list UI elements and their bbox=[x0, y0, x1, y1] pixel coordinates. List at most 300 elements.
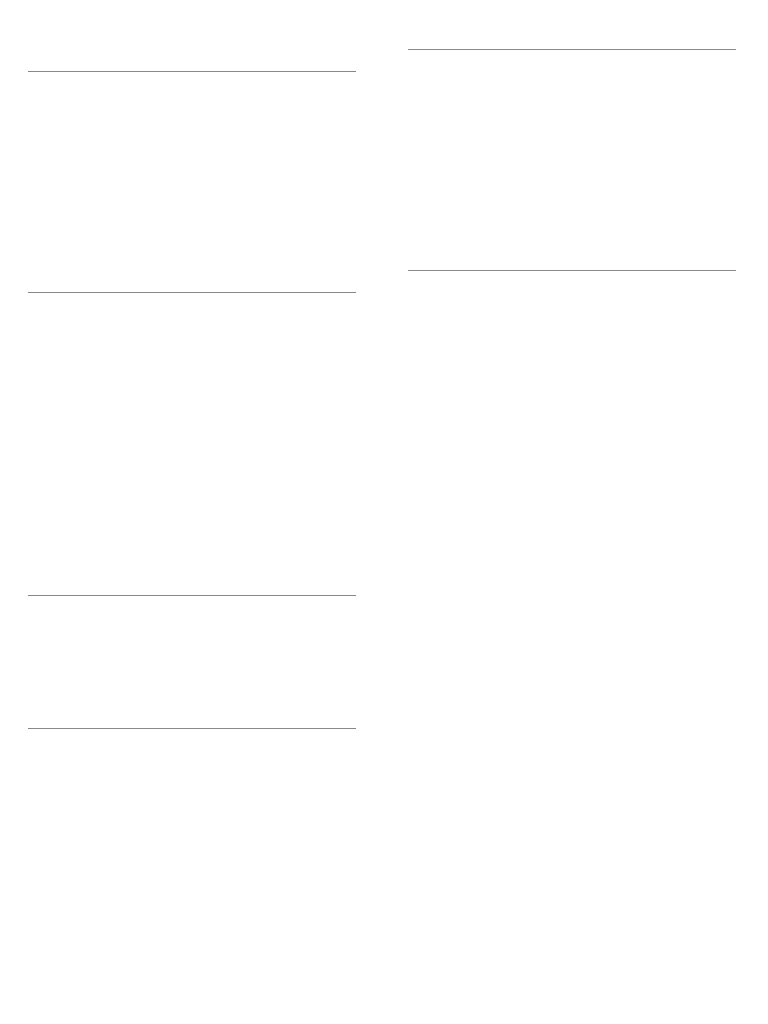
entry-page bbox=[695, 68, 736, 77]
entry-page bbox=[315, 372, 356, 381]
table-row bbox=[28, 631, 356, 640]
entry-issue bbox=[477, 429, 512, 438]
entry-year bbox=[66, 791, 98, 800]
entry-issue bbox=[477, 200, 512, 209]
entry-topic bbox=[132, 764, 315, 773]
entry-issue bbox=[477, 68, 512, 77]
entry-page bbox=[315, 142, 356, 151]
entry-year bbox=[446, 429, 478, 438]
entry-issue bbox=[97, 186, 132, 195]
entry-page bbox=[315, 791, 356, 800]
entry-year bbox=[446, 420, 478, 429]
entry-year bbox=[66, 710, 98, 719]
entry-page bbox=[315, 719, 356, 728]
col-page bbox=[695, 38, 736, 50]
entry-topic bbox=[132, 195, 315, 204]
entry-number bbox=[28, 319, 66, 328]
entry-number bbox=[28, 993, 66, 1002]
table-row bbox=[28, 363, 356, 372]
entry-topic bbox=[132, 72, 315, 81]
entry-year bbox=[66, 328, 98, 337]
entry-year bbox=[446, 306, 478, 315]
entry-topic bbox=[512, 156, 695, 165]
entry-year bbox=[66, 905, 98, 914]
entry-page bbox=[315, 116, 356, 125]
entry-issue bbox=[477, 76, 512, 85]
entry-number bbox=[28, 186, 66, 195]
entry-year bbox=[66, 302, 98, 311]
table-row bbox=[408, 200, 736, 209]
entry-year bbox=[66, 755, 98, 764]
entry-year bbox=[66, 90, 98, 99]
table-row bbox=[408, 235, 736, 244]
entry-page bbox=[315, 958, 356, 967]
table-row bbox=[28, 169, 356, 178]
entry-page bbox=[315, 993, 356, 1002]
entry-issue bbox=[97, 710, 132, 719]
entry-year bbox=[66, 319, 98, 328]
table-row bbox=[408, 403, 736, 412]
entry-page bbox=[315, 738, 356, 747]
table-row bbox=[408, 438, 736, 447]
table-row bbox=[408, 350, 736, 359]
entry-number bbox=[408, 491, 446, 500]
entry-number bbox=[28, 622, 66, 631]
index-rows bbox=[408, 50, 736, 518]
entry-issue bbox=[97, 922, 132, 931]
entry-number bbox=[28, 843, 66, 852]
entry-number bbox=[408, 324, 446, 333]
table-row bbox=[408, 420, 736, 429]
table-row bbox=[28, 719, 356, 728]
entry-page bbox=[315, 984, 356, 993]
entry-issue bbox=[97, 178, 132, 187]
entry-number bbox=[28, 738, 66, 747]
entry-topic bbox=[132, 843, 315, 852]
entry-issue bbox=[97, 755, 132, 764]
entry-number bbox=[408, 182, 446, 191]
table-row bbox=[28, 72, 356, 81]
entry-number bbox=[408, 261, 446, 270]
entry-topic bbox=[132, 381, 315, 390]
entry-number bbox=[408, 156, 446, 165]
entry-number bbox=[28, 195, 66, 204]
entry-topic bbox=[132, 248, 315, 257]
entry-topic bbox=[132, 372, 315, 381]
entry-number bbox=[408, 235, 446, 244]
col-year bbox=[66, 584, 98, 596]
table-row bbox=[28, 808, 356, 817]
entry-topic bbox=[132, 151, 315, 160]
entry-page bbox=[315, 390, 356, 399]
entry-year bbox=[66, 817, 98, 826]
entry-topic bbox=[132, 966, 315, 975]
entry-page bbox=[315, 186, 356, 195]
entry-topic bbox=[132, 640, 315, 649]
entry-issue bbox=[97, 107, 132, 116]
table-row bbox=[408, 208, 736, 217]
entry-issue bbox=[97, 195, 132, 204]
entry-year bbox=[66, 1010, 98, 1019]
entry-number bbox=[408, 244, 446, 253]
entry-topic bbox=[512, 376, 695, 385]
entry-topic bbox=[132, 808, 315, 817]
entry-issue bbox=[97, 640, 132, 649]
entry-year bbox=[446, 412, 478, 421]
entry-year bbox=[446, 500, 478, 509]
entry-year bbox=[66, 861, 98, 870]
table-row bbox=[28, 984, 356, 993]
entry-page bbox=[315, 799, 356, 808]
entry-number bbox=[28, 719, 66, 728]
entry-issue bbox=[97, 311, 132, 320]
entry-year bbox=[66, 283, 98, 292]
entry-page bbox=[695, 191, 736, 200]
entry-issue bbox=[97, 914, 132, 923]
entry-topic bbox=[132, 1010, 315, 1019]
entry-page bbox=[695, 252, 736, 261]
entry-page bbox=[315, 975, 356, 984]
entry-page bbox=[315, 922, 356, 931]
entry-issue bbox=[97, 596, 132, 605]
entry-topic bbox=[132, 817, 315, 826]
entry-topic bbox=[512, 217, 695, 226]
entry-number bbox=[408, 252, 446, 261]
entry-issue bbox=[97, 98, 132, 107]
entry-year bbox=[66, 204, 98, 213]
entry-issue bbox=[477, 324, 512, 333]
entry-issue bbox=[97, 390, 132, 399]
entry-year bbox=[66, 702, 98, 711]
entry-page bbox=[315, 425, 356, 434]
table-row bbox=[408, 138, 736, 147]
entry-number bbox=[28, 337, 66, 346]
entry-number bbox=[408, 482, 446, 491]
entry-topic bbox=[512, 59, 695, 68]
table-row bbox=[28, 693, 356, 702]
table-row bbox=[28, 905, 356, 914]
entry-number bbox=[28, 125, 66, 134]
table-row bbox=[28, 852, 356, 861]
entry-issue bbox=[477, 508, 512, 517]
entry-year bbox=[66, 649, 98, 658]
table-row bbox=[408, 147, 736, 156]
entry-issue bbox=[477, 341, 512, 350]
entry-year bbox=[66, 107, 98, 116]
table-row bbox=[28, 178, 356, 187]
entry-page bbox=[695, 456, 736, 465]
table-row bbox=[28, 791, 356, 800]
entry-number bbox=[28, 355, 66, 364]
entry-page bbox=[315, 337, 356, 346]
entry-year bbox=[446, 368, 478, 377]
entry-page bbox=[315, 248, 356, 257]
entry-year bbox=[66, 940, 98, 949]
entry-topic bbox=[132, 702, 315, 711]
entry-issue bbox=[477, 359, 512, 368]
col-topic bbox=[132, 60, 315, 72]
table-row bbox=[28, 1010, 356, 1019]
table-row bbox=[28, 311, 356, 320]
entry-year bbox=[446, 482, 478, 491]
entry-number bbox=[408, 94, 446, 103]
entry-issue bbox=[97, 887, 132, 896]
table-row bbox=[28, 90, 356, 99]
entry-number bbox=[28, 151, 66, 160]
entry-topic bbox=[512, 261, 695, 270]
entry-year bbox=[66, 984, 98, 993]
entry-page bbox=[315, 283, 356, 292]
table-row bbox=[28, 274, 356, 283]
table-row bbox=[408, 94, 736, 103]
entry-year bbox=[446, 94, 478, 103]
entry-year bbox=[446, 394, 478, 403]
entry-year bbox=[66, 142, 98, 151]
col-number bbox=[28, 60, 66, 72]
entry-year bbox=[66, 993, 98, 1002]
entry-topic bbox=[132, 614, 315, 623]
entry-number bbox=[408, 50, 446, 59]
entry-year bbox=[446, 59, 478, 68]
entry-number bbox=[28, 178, 66, 187]
entry-topic bbox=[132, 905, 315, 914]
entry-issue bbox=[477, 103, 512, 112]
entry-issue bbox=[477, 244, 512, 253]
entry-topic bbox=[132, 302, 315, 311]
entry-year bbox=[446, 182, 478, 191]
entry-year bbox=[66, 896, 98, 905]
entry-number bbox=[28, 905, 66, 914]
entry-topic bbox=[512, 456, 695, 465]
index-table bbox=[408, 38, 736, 517]
entry-year bbox=[66, 966, 98, 975]
entry-number bbox=[28, 852, 66, 861]
table-row bbox=[28, 966, 356, 975]
entry-page bbox=[315, 355, 356, 364]
entry-issue bbox=[97, 949, 132, 958]
entry-topic bbox=[132, 896, 315, 905]
entry-year bbox=[66, 684, 98, 693]
entry-page bbox=[695, 244, 736, 253]
table-row bbox=[28, 346, 356, 355]
entry-issue bbox=[97, 230, 132, 239]
table-row bbox=[28, 826, 356, 835]
entry-number bbox=[408, 138, 446, 147]
table-row bbox=[408, 324, 736, 333]
entry-year bbox=[66, 773, 98, 782]
entry-number bbox=[28, 896, 66, 905]
entry-issue bbox=[97, 773, 132, 782]
entry-year bbox=[66, 640, 98, 649]
table-row bbox=[28, 328, 356, 337]
entry-number bbox=[28, 204, 66, 213]
entry-number bbox=[408, 429, 446, 438]
entry-topic bbox=[512, 464, 695, 473]
entry-page bbox=[315, 328, 356, 337]
entry-issue bbox=[477, 368, 512, 377]
entry-topic bbox=[132, 266, 315, 275]
entry-topic bbox=[132, 160, 315, 169]
entry-page bbox=[315, 693, 356, 702]
entry-topic bbox=[512, 403, 695, 412]
entry-number bbox=[28, 975, 66, 984]
table-row bbox=[28, 257, 356, 266]
entry-page bbox=[315, 826, 356, 835]
entry-year bbox=[66, 675, 98, 684]
table-row bbox=[408, 156, 736, 165]
entry-year bbox=[446, 438, 478, 447]
table-row bbox=[408, 385, 736, 394]
entry-number bbox=[28, 649, 66, 658]
entry-page bbox=[315, 398, 356, 407]
table-row bbox=[28, 835, 356, 844]
entry-topic bbox=[132, 239, 315, 248]
entry-topic bbox=[512, 244, 695, 253]
table-row bbox=[408, 280, 736, 289]
entry-number bbox=[28, 107, 66, 116]
entry-year bbox=[66, 596, 98, 605]
entry-topic bbox=[512, 359, 695, 368]
table-row bbox=[408, 120, 736, 129]
table-row bbox=[28, 204, 356, 213]
entry-year bbox=[446, 235, 478, 244]
entry-number bbox=[28, 274, 66, 283]
entry-topic bbox=[132, 328, 315, 337]
entry-issue bbox=[97, 702, 132, 711]
entry-number bbox=[408, 226, 446, 235]
entry-issue bbox=[477, 403, 512, 412]
entry-issue bbox=[477, 350, 512, 359]
entry-page bbox=[315, 835, 356, 844]
entry-page bbox=[315, 195, 356, 204]
entry-year bbox=[66, 799, 98, 808]
entry-number bbox=[28, 407, 66, 416]
entry-issue bbox=[477, 297, 512, 306]
entry-page bbox=[315, 596, 356, 605]
entry-issue bbox=[97, 125, 132, 134]
entry-issue bbox=[97, 764, 132, 773]
table-row bbox=[28, 931, 356, 940]
entry-issue bbox=[97, 116, 132, 125]
entry-issue bbox=[97, 666, 132, 675]
entry-issue bbox=[97, 363, 132, 372]
entry-issue bbox=[477, 173, 512, 182]
entry-year bbox=[446, 138, 478, 147]
entry-year bbox=[446, 103, 478, 112]
table-row bbox=[28, 666, 356, 675]
entry-topic bbox=[132, 178, 315, 187]
entry-page bbox=[695, 94, 736, 103]
entry-page bbox=[315, 658, 356, 667]
entry-topic bbox=[512, 508, 695, 517]
entry-topic bbox=[512, 191, 695, 200]
entry-topic bbox=[512, 438, 695, 447]
table-row bbox=[28, 381, 356, 390]
entry-number bbox=[28, 658, 66, 667]
entry-year bbox=[66, 98, 98, 107]
entry-number bbox=[408, 359, 446, 368]
entry-issue bbox=[477, 482, 512, 491]
entry-number bbox=[28, 98, 66, 107]
entry-number bbox=[28, 931, 66, 940]
entry-number bbox=[28, 248, 66, 257]
entry-page bbox=[315, 905, 356, 914]
entry-topic bbox=[512, 420, 695, 429]
entry-year bbox=[446, 76, 478, 85]
entry-issue bbox=[97, 975, 132, 984]
entry-issue bbox=[97, 649, 132, 658]
entry-year bbox=[66, 887, 98, 896]
table-row bbox=[408, 368, 736, 377]
table-row bbox=[28, 195, 356, 204]
entry-topic bbox=[132, 799, 315, 808]
entry-number bbox=[408, 112, 446, 121]
entry-year bbox=[446, 280, 478, 289]
entry-page bbox=[695, 76, 736, 85]
table-row bbox=[408, 341, 736, 350]
entry-year bbox=[66, 826, 98, 835]
entry-topic bbox=[512, 68, 695, 77]
table-row bbox=[408, 226, 736, 235]
table-row bbox=[408, 508, 736, 517]
entry-page bbox=[315, 747, 356, 756]
entry-topic bbox=[132, 852, 315, 861]
entry-number bbox=[408, 456, 446, 465]
entry-issue bbox=[97, 407, 132, 416]
entry-issue bbox=[477, 500, 512, 509]
entry-year bbox=[66, 975, 98, 984]
table-row bbox=[28, 975, 356, 984]
entry-page bbox=[695, 147, 736, 156]
entry-topic bbox=[132, 390, 315, 399]
entry-number bbox=[28, 302, 66, 311]
entry-year bbox=[66, 808, 98, 817]
table-row bbox=[28, 372, 356, 381]
entry-year bbox=[446, 473, 478, 482]
entry-year bbox=[446, 200, 478, 209]
entry-topic bbox=[512, 385, 695, 394]
entry-topic bbox=[132, 204, 315, 213]
entry-issue bbox=[97, 90, 132, 99]
entry-number bbox=[408, 385, 446, 394]
entry-year bbox=[66, 213, 98, 222]
entry-page bbox=[695, 315, 736, 324]
entry-year bbox=[446, 289, 478, 298]
entry-number bbox=[408, 447, 446, 456]
entry-number bbox=[28, 984, 66, 993]
col-topic bbox=[512, 38, 695, 50]
entry-page bbox=[695, 350, 736, 359]
table-row bbox=[28, 302, 356, 311]
entry-page bbox=[315, 213, 356, 222]
entry-number bbox=[28, 922, 66, 931]
entry-year bbox=[66, 922, 98, 931]
entry-number bbox=[28, 257, 66, 266]
entry-page bbox=[315, 684, 356, 693]
entry-topic bbox=[132, 1002, 315, 1011]
entry-issue bbox=[477, 226, 512, 235]
entry-topic bbox=[132, 222, 315, 231]
entry-issue bbox=[97, 879, 132, 888]
entry-issue bbox=[477, 464, 512, 473]
table-row bbox=[408, 315, 736, 324]
table-row bbox=[28, 390, 356, 399]
entry-year bbox=[66, 738, 98, 747]
entry-page bbox=[315, 879, 356, 888]
table-row bbox=[28, 337, 356, 346]
entry-number bbox=[28, 90, 66, 99]
entry-issue bbox=[477, 120, 512, 129]
